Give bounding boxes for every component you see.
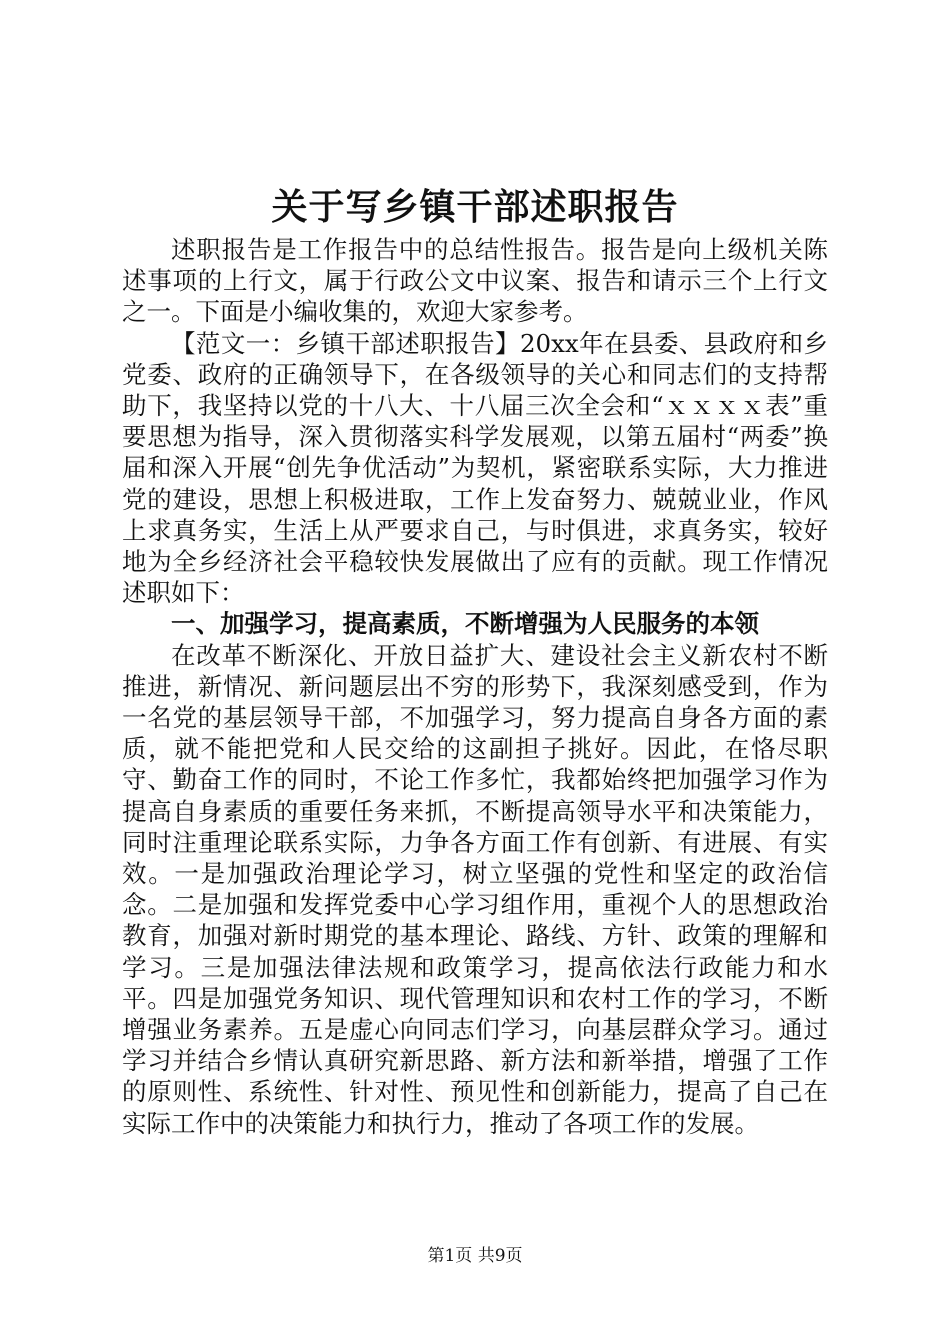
section-one-paragraph: 在改革不断深化、开放日益扩大、建设社会主义新农村不断推进，新情况、新问题层出不穷的形势下，我深刻感受到，作为一名党的基层领导干部，不加强学习，努力提高自身各方面的素质，就不能把党和人民交给的这副担子挑好。因此，在恪尽职守、勤奋工作的同时，不论工作多忙，我都始终把加强学习作为提高自身素质的重要任务来抓，不断提高领导水平和决策能力，同时注重理论联系实际，力争各方面工作有创新、有进展、有实效。一是加强政治理论学习，树立坚强的党性和坚定的政治信念。二是加强和发挥党委中心学习组作用，重视个人的思想政治教育，加强对新时期党的基本理论、路线、方针、政策的理解和学习。三是加强法律法规和政策学习，提高依法行政能力和水平。四是加强党务知识、现代管理知识和农村工作的学习，不断增强业务素养。五是虚心向同志们学习，向基层群众学习。通过学习并结合乡情认真研究新思路、新方法和新举措，增强了工作的原则性、系统性、针对性、预见性和创新能力，提高了自己在实际工作中的决策能力和执行力，推动了各项工作的发展。	[122, 640, 828, 1138]
sample-one-paragraph: 【范文一：乡镇干部述职报告】20xx年在县委、县政府和乡党委、政府的正确领导下，在各级领导的关心和同志们的支持帮助下，我坚持以党的十八大、十八届三次全会和“ｘｘｘｘ表”重要思想为指导，深入贯彻落实科学发展观，以第五届村“两委”换届和深入开展“创先争优活动”为契机，紧密联系实际，大力推进党的建设，思想上积极进取，工作上发奋努力、兢兢业业，作风上求真务实，生活上从严要求自己，与时俱进，求真务实，较好地为全乡经济社会平稳较快发展做出了应有的贡献。现工作情况述职如下：	[122, 328, 828, 608]
page-footer: 第1页 共9页	[427, 1246, 523, 1266]
document-title: 关于写乡镇干部述职报告	[271, 186, 679, 228]
document-body	[122, 234, 828, 1139]
intro-paragraph: 述职报告是工作报告中的总结性报告。报告是向上级机关陈述事项的上行文，属于行政公文中议案、报告和请示三个上行文之一。下面是小编收集的，欢迎大家参考。	[122, 235, 828, 327]
section-one-heading: 一、加强学习，提高素质，不断增强为人民服务的本领	[171, 609, 759, 639]
